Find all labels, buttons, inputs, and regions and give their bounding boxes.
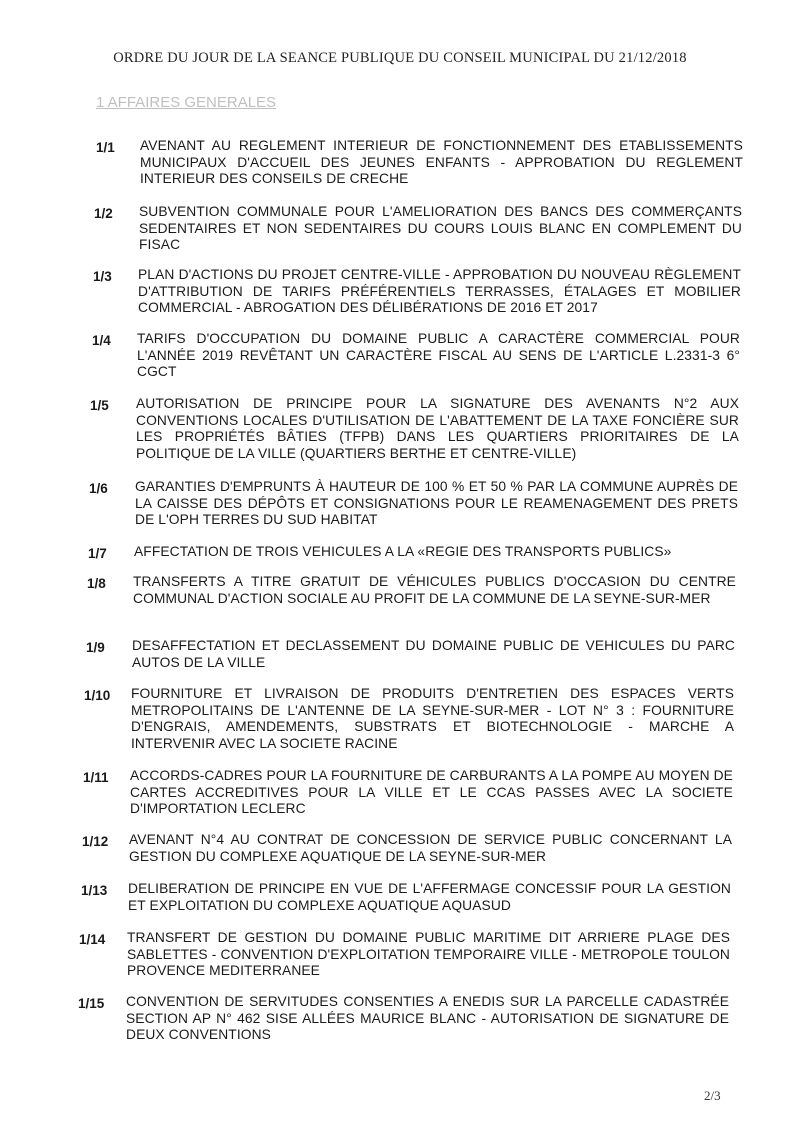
item-number: 1/11	[83, 770, 109, 785]
item-number: 1/10	[84, 688, 111, 703]
item-text: DESAFFECTATION ET DECLASSEMENT DU DOMAINE PUBLIC DE VEHICULES DU PARC AUTOS DE LA VILLE	[132, 638, 735, 670]
item-number: 1/2	[94, 206, 113, 221]
section-title: 1 AFFAIRES GENERALES	[96, 94, 277, 111]
item-number: 1/13	[81, 883, 108, 898]
item-text: PLAN D'ACTIONS DU PROJET CENTRE-VILLE - APPROBATION DU NOUVEAU RÈGLEMENT D'ATTRIBUTION DE TARIFS PRÉFÉRENTIELS TERRASSES, ÉTALAGES ET MOBILIER COMMERCIAL - ABROGATION DES DÉLIBÉRATIONS DE 2016 ET 2017	[138, 267, 741, 315]
item-text: CONVENTION DE SERVITUDES CONSENTIES A ENEDIS SUR LA PARCELLE CADASTRÉE SECTION AP N° 462 SISE ALLÉES MAURICE BLANC - AUTORISATION DE SIGNATURE DE DEUX CONVENTIONS	[126, 994, 729, 1042]
item-number: 1/4	[92, 333, 111, 348]
item-text: AVENANT AU REGLEMENT INTERIEUR DE FONCTIONNEMENT DES ETABLISSEMENTS MUNICIPAUX D'ACCUEIL DES JEUNES ENFANTS - APPROBATION DU REGLEMENT INTERIEUR DES CONSEILS DE CRECHE	[140, 138, 743, 186]
item-text: SUBVENTION COMMUNALE POUR L'AMELIORATION DES BANCS DES COMMERÇANTS SEDENTAIRES ET NON SEDENTAIRES DU COURS LOUIS BLANC EN COMPLEMENT DU FISAC	[139, 204, 742, 252]
item-text: TRANSFERTS A TITRE GRATUIT DE VÉHICULES PUBLICS D'OCCASION DU CENTRE COMMUNAL D'ACTION SOCIALE AU PROFIT DE LA COMMUNE DE LA SEYNE-SUR-MER	[133, 574, 736, 606]
item-text: GARANTIES D'EMPRUNTS À HAUTEUR DE 100 % ET 50 % PAR LA COMMUNE AUPRÈS DE LA CAISSE DES DÉPÔTS ET CONSIGNATIONS POUR LE REAMENAGEMENT DES PRETS DE L'OPH TERRES DU SUD HABITAT	[135, 479, 738, 527]
item-text: AVENANT N°4 AU CONTRAT DE CONCESSION DE SERVICE PUBLIC CONCERNANT LA GESTION DU COMPLEXE AQUATIQUE DE LA SEYNE-SUR-MER	[129, 832, 732, 864]
item-number: 1/15	[78, 996, 105, 1011]
item-number: 1/7	[88, 546, 107, 561]
item-text: TARIFS D'OCCUPATION DU DOMAINE PUBLIC A CARACTÈRE COMMERCIAL POUR L'ANNÉE 2019 REVÊTANT UN CARACTÈRE FISCAL AU SENS DE L'ARTICLE L.2331-3 6° CGCT	[137, 331, 740, 379]
item-number: 1/1	[96, 140, 115, 155]
page-title: ORDRE DU JOUR DE LA SEANCE PUBLIQUE DU CONSEIL MUNICIPAL DU 21/12/2018	[113, 50, 687, 66]
item-number: 1/5	[90, 398, 109, 413]
item-number: 1/9	[86, 640, 105, 655]
item-number: 1/14	[79, 932, 106, 947]
item-text: FOURNITURE ET LIVRAISON DE PRODUITS D'ENTRETIEN DES ESPACES VERTS METROPOLITAINS DE L'ANTENNE DE LA SEYNE-SUR-MER - LOT N° 3 : FOURNITURE D'ENGRAIS, AMENDEMENTS, SUBSTRATS ET BIOTECHNOLOGIE - MARCHE A INTERVENIR AVEC LA SOCIETE RACINE	[131, 686, 734, 751]
item-text: AFFECTATION DE TROIS VEHICULES A LA «REGIE DES TRANSPORTS PUBLICS»	[134, 544, 672, 559]
item-text: DELIBERATION DE PRINCIPE EN VUE DE L'AFFERMAGE CONCESSIF POUR LA GESTION ET EXPLOITATION DU COMPLEXE AQUATIQUE AQUASUD	[128, 881, 731, 913]
item-number: 1/12	[82, 834, 109, 849]
item-number: 1/3	[93, 269, 112, 284]
item-text: TRANSFERT DE GESTION DU DOMAINE PUBLIC MARITIME DIT ARRIERE PLAGE DES SABLETTES - CONVENTION D'EXPLOITATION TEMPORAIRE VILLE - METROPOLE TOULON PROVENCE MEDITERRANEE	[127, 930, 730, 978]
item-number: 1/8	[87, 576, 106, 591]
page-number: 2/3	[704, 1088, 721, 1103]
item-text: AUTORISATION DE PRINCIPE POUR LA SIGNATURE DES AVENANTS N°2 AUX CONVENTIONS LOCALES D'UTILISATION DE L'ABATTEMENT DE LA TAXE FONCIÈRE SUR LES PROPRIÉTÉS BÂTIES (TFPB) DANS LES QUARTIERS PRIORITAIRES DE LA POLITIQUE DE LA VILLE (QUARTIERS BERTHE ET CENTRE-VILLE)	[136, 396, 739, 461]
item-text: ACCORDS-CADRES POUR LA FOURNITURE DE CARBURANTS A LA POMPE AU MOYEN DE CARTES ACCREDITIVES POUR LA VILLE ET LE CCAS PASSES AVEC LA SOCIETE D'IMPORTATION LECLERC	[130, 768, 733, 816]
item-number: 1/6	[89, 481, 108, 496]
